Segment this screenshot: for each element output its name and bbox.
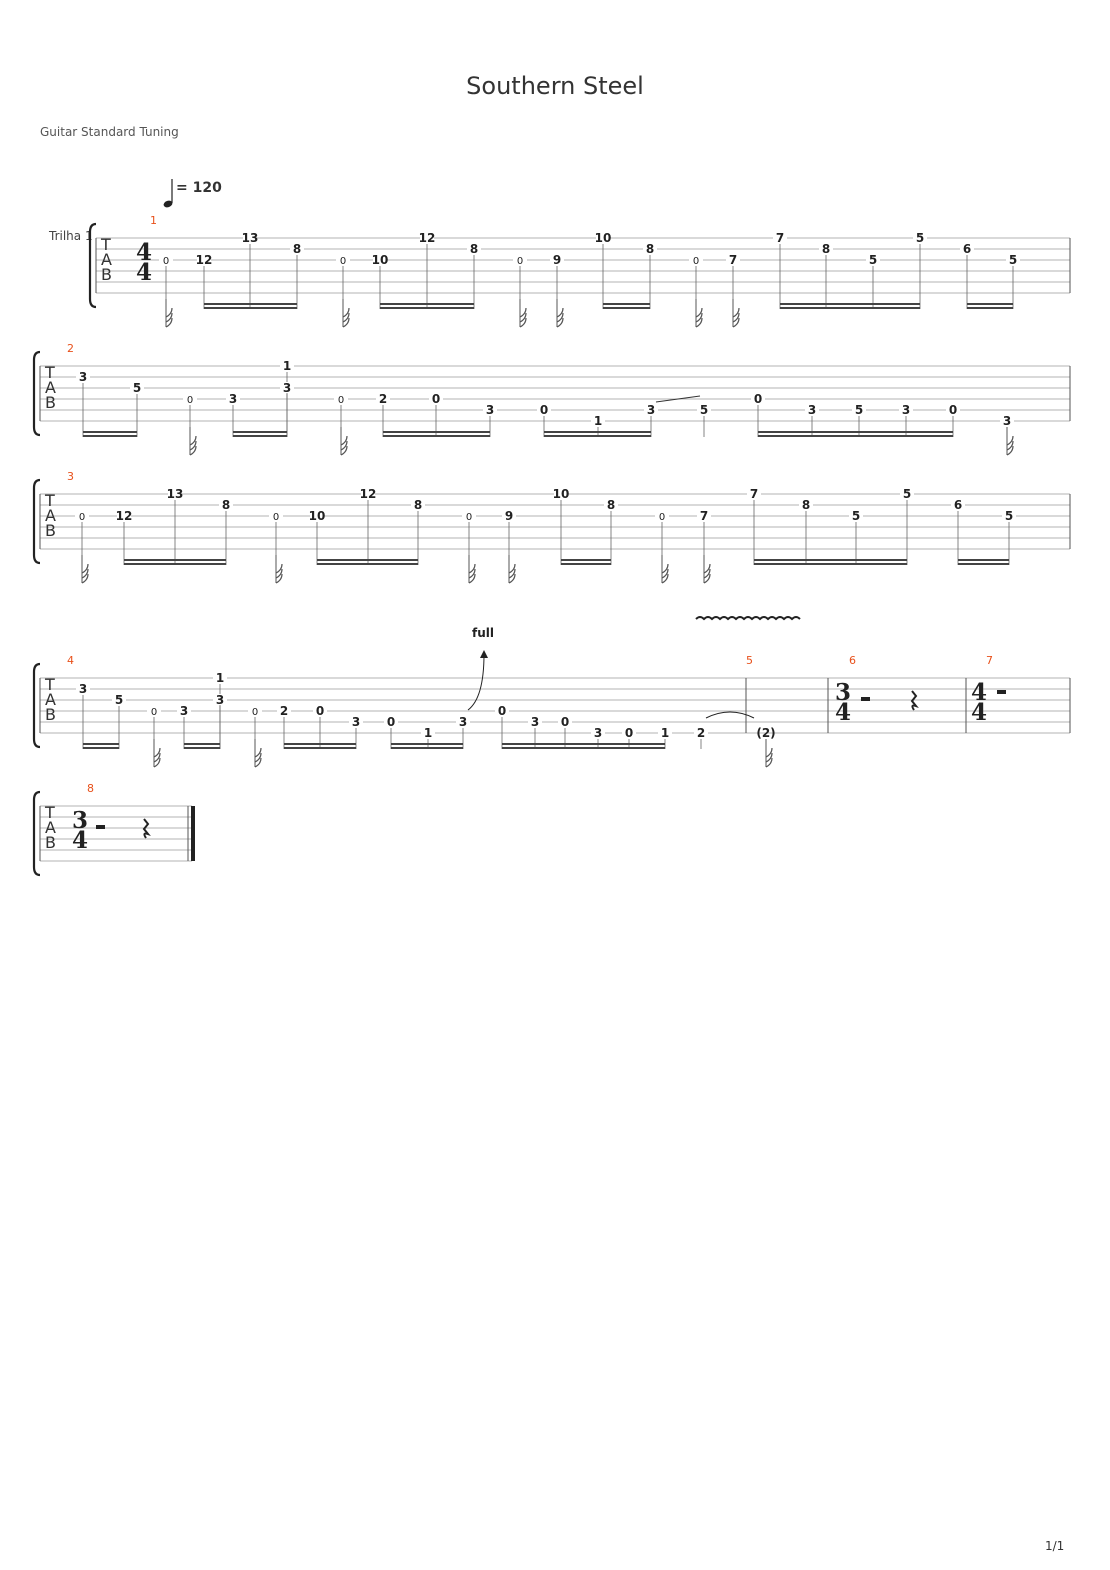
tab-clef-letter: A xyxy=(45,506,56,525)
fret-number: 8 xyxy=(292,242,302,256)
time-signature-top: 3 xyxy=(834,679,852,706)
fret-number: 9 xyxy=(552,253,562,267)
measure-number: 5 xyxy=(746,654,753,667)
fret-number: 0 xyxy=(150,707,158,718)
fret-number: 12 xyxy=(418,231,436,245)
time-signature-bottom: 4 xyxy=(970,699,988,726)
fret-number: 2 xyxy=(279,704,289,718)
bend-arrowhead-icon xyxy=(480,650,488,658)
beam xyxy=(754,559,907,561)
tab-clef-letter: T xyxy=(45,363,55,382)
beam xyxy=(603,303,650,305)
fret-number: 0 xyxy=(186,395,194,406)
vibrato-icon xyxy=(696,617,800,619)
fret-number: 8 xyxy=(413,498,423,512)
beam xyxy=(967,307,1013,309)
tab-clef-letter: B xyxy=(101,265,112,284)
fret-number: 5 xyxy=(132,381,142,395)
fret-number: 0 xyxy=(539,403,549,417)
fret-number: 13 xyxy=(241,231,259,245)
fret-number: 8 xyxy=(645,242,655,256)
fret-number: 7 xyxy=(699,509,709,523)
fret-number: 7 xyxy=(728,253,738,267)
measure-2 xyxy=(67,342,1014,455)
beam xyxy=(561,563,611,565)
beam xyxy=(544,435,651,437)
measure-4 xyxy=(67,654,776,767)
fret-number: 0 xyxy=(497,704,507,718)
tab-clef-letter: A xyxy=(45,690,56,709)
tab-clef-letter: A xyxy=(101,250,112,269)
beam xyxy=(391,747,463,749)
fret-number: 10 xyxy=(594,231,612,245)
measure-6 xyxy=(835,654,916,726)
time-signature-top: 3 xyxy=(71,807,89,834)
tab-clef-letter: T xyxy=(45,803,55,822)
fret-number: 5 xyxy=(1004,509,1014,523)
fret-number: 0 xyxy=(624,726,634,740)
fret-number: 12 xyxy=(195,253,213,267)
beam xyxy=(204,307,297,309)
bend-arrow xyxy=(468,654,484,710)
system-brace xyxy=(34,480,40,563)
fret-number: 0 xyxy=(162,256,170,267)
beam xyxy=(391,743,463,745)
fret-number: 5 xyxy=(868,253,878,267)
beam xyxy=(83,743,119,745)
beam xyxy=(83,747,119,749)
beam xyxy=(380,303,474,305)
tab-clef-letter: T xyxy=(101,235,111,254)
beam xyxy=(758,435,953,437)
fret-number: 0 xyxy=(337,395,345,406)
beam xyxy=(758,431,953,433)
tab-clef-letter: T xyxy=(45,491,55,510)
fret-number: 0 xyxy=(692,256,700,267)
measure-number: 6 xyxy=(849,654,856,667)
tab-clef-letter: A xyxy=(45,818,56,837)
beam xyxy=(502,747,665,749)
beam xyxy=(184,743,220,745)
fret-number: 5 xyxy=(851,509,861,523)
fret-number: 5 xyxy=(114,693,124,707)
time-signature-bottom: 4 xyxy=(71,827,89,854)
fret-number: 6 xyxy=(962,242,972,256)
tab-clef-letter: B xyxy=(45,833,56,852)
fret-number: 0 xyxy=(386,715,396,729)
beam xyxy=(124,563,226,565)
time-signature-top: 4 xyxy=(970,679,988,706)
fret-number: 3 xyxy=(807,403,817,417)
fret-number: 12 xyxy=(115,509,133,523)
tuning-label: Guitar Standard Tuning xyxy=(40,125,179,139)
fret-number: 3 xyxy=(901,403,911,417)
beam xyxy=(383,431,490,433)
time-signature-top: 4 xyxy=(135,239,153,266)
bend-label: full xyxy=(472,626,494,640)
measure-number: 8 xyxy=(87,782,94,795)
beam xyxy=(958,559,1009,561)
measure-3 xyxy=(67,470,1016,583)
page-number: 1/1 xyxy=(1045,1539,1065,1553)
tab-clef-letter: B xyxy=(45,705,56,724)
beam xyxy=(958,563,1009,565)
fret-number: 0 xyxy=(251,707,259,718)
system-brace xyxy=(34,664,40,747)
measure-number: 7 xyxy=(986,654,993,667)
fret-number: 8 xyxy=(469,242,479,256)
beam xyxy=(780,303,920,305)
fret-number: 3 xyxy=(228,392,238,406)
final-barline xyxy=(191,806,195,861)
fret-number: 3 xyxy=(485,403,495,417)
fret-number: 5 xyxy=(915,231,925,245)
fret-number: 8 xyxy=(221,498,231,512)
fret-number: 3 xyxy=(458,715,468,729)
quarter-note-icon xyxy=(163,179,174,209)
fret-number: 8 xyxy=(801,498,811,512)
fret-number: 3 xyxy=(1002,414,1012,428)
tab-clef-letter: B xyxy=(45,521,56,540)
measure-number: 1 xyxy=(150,214,157,227)
fret-number: 5 xyxy=(902,487,912,501)
measure-number: 4 xyxy=(67,654,74,667)
fret-number: 0 xyxy=(465,512,473,523)
beam xyxy=(380,307,474,309)
fret-number: 7 xyxy=(749,487,759,501)
fret-number: 3 xyxy=(78,682,88,696)
measure-8 xyxy=(72,782,148,854)
fret-number: 13 xyxy=(166,487,184,501)
beam xyxy=(383,435,490,437)
quarter-rest-icon xyxy=(912,691,916,710)
fret-number: 0 xyxy=(339,256,347,267)
fret-number: 0 xyxy=(431,392,441,406)
beam xyxy=(124,559,226,561)
fret-number: 1 xyxy=(282,359,292,373)
tempo-marking: = 120 xyxy=(176,180,222,196)
fret-number: 1 xyxy=(660,726,670,740)
beam xyxy=(780,307,920,309)
fret-number: 7 xyxy=(775,231,785,245)
tab-clef-letter: B xyxy=(45,393,56,412)
fret-number: 0 xyxy=(516,256,524,267)
tab-clef-letter: A xyxy=(45,378,56,397)
quarter-rest-icon xyxy=(144,819,148,838)
half-rest-icon xyxy=(861,697,870,701)
fret-number: 5 xyxy=(699,403,709,417)
fret-number: 3 xyxy=(593,726,603,740)
beam xyxy=(233,431,287,433)
beam xyxy=(317,559,418,561)
fret-number: 3 xyxy=(530,715,540,729)
fret-number: 10 xyxy=(552,487,570,501)
beam xyxy=(561,559,611,561)
fret-number: 3 xyxy=(215,693,225,707)
fret-number: 3 xyxy=(179,704,189,718)
half-rest-icon xyxy=(997,690,1006,694)
fret-number: 0 xyxy=(78,512,86,523)
beam xyxy=(284,743,356,745)
fret-number: 10 xyxy=(371,253,389,267)
half-rest-icon xyxy=(96,825,105,829)
fret-number: 0 xyxy=(658,512,666,523)
fret-number: 0 xyxy=(272,512,280,523)
tie-arc xyxy=(706,712,754,718)
beam xyxy=(544,431,651,433)
beam xyxy=(317,563,418,565)
measure-5 xyxy=(746,654,753,667)
tied-note-fret: (2) xyxy=(756,726,776,740)
beam xyxy=(967,303,1013,305)
fret-number: 1 xyxy=(593,414,603,428)
measure-number: 3 xyxy=(67,470,74,483)
fret-number: 5 xyxy=(854,403,864,417)
tab-system xyxy=(34,792,195,875)
fret-number: 3 xyxy=(282,381,292,395)
fret-number: 0 xyxy=(753,392,763,406)
fret-number: 1 xyxy=(423,726,433,740)
fret-number: 3 xyxy=(351,715,361,729)
bend-annotation xyxy=(468,626,494,710)
beam xyxy=(754,563,907,565)
fret-number: 3 xyxy=(646,403,656,417)
beam xyxy=(233,435,287,437)
fret-number: 6 xyxy=(953,498,963,512)
beam xyxy=(204,303,297,305)
beam xyxy=(184,747,220,749)
fret-number: 2 xyxy=(696,726,706,740)
beam xyxy=(502,743,665,745)
beam xyxy=(284,747,356,749)
fret-number: 8 xyxy=(821,242,831,256)
measure-7 xyxy=(971,654,1006,726)
beam xyxy=(83,431,137,433)
system-brace xyxy=(34,352,40,435)
measure-number: 2 xyxy=(67,342,74,355)
tab-clef-letter: T xyxy=(45,675,55,694)
fret-number: 0 xyxy=(560,715,570,729)
system-brace xyxy=(90,224,96,307)
beam xyxy=(83,435,137,437)
fret-number: 10 xyxy=(308,509,326,523)
fret-number: 5 xyxy=(1008,253,1018,267)
beam xyxy=(603,307,650,309)
fret-number: 8 xyxy=(606,498,616,512)
track-name: Trilha 1 xyxy=(49,229,93,243)
measure-1 xyxy=(136,214,1020,327)
fret-number: 9 xyxy=(504,509,514,523)
time-signature-bottom: 4 xyxy=(834,699,852,726)
fret-number: 0 xyxy=(948,403,958,417)
fret-number: 2 xyxy=(378,392,388,406)
fret-number: 1 xyxy=(215,671,225,685)
fret-number: 12 xyxy=(359,487,377,501)
system-brace xyxy=(34,792,40,875)
song-title: Southern Steel xyxy=(466,72,644,100)
fret-number: 0 xyxy=(315,704,325,718)
time-signature-bottom: 4 xyxy=(135,259,153,286)
fret-number: 3 xyxy=(78,370,88,384)
